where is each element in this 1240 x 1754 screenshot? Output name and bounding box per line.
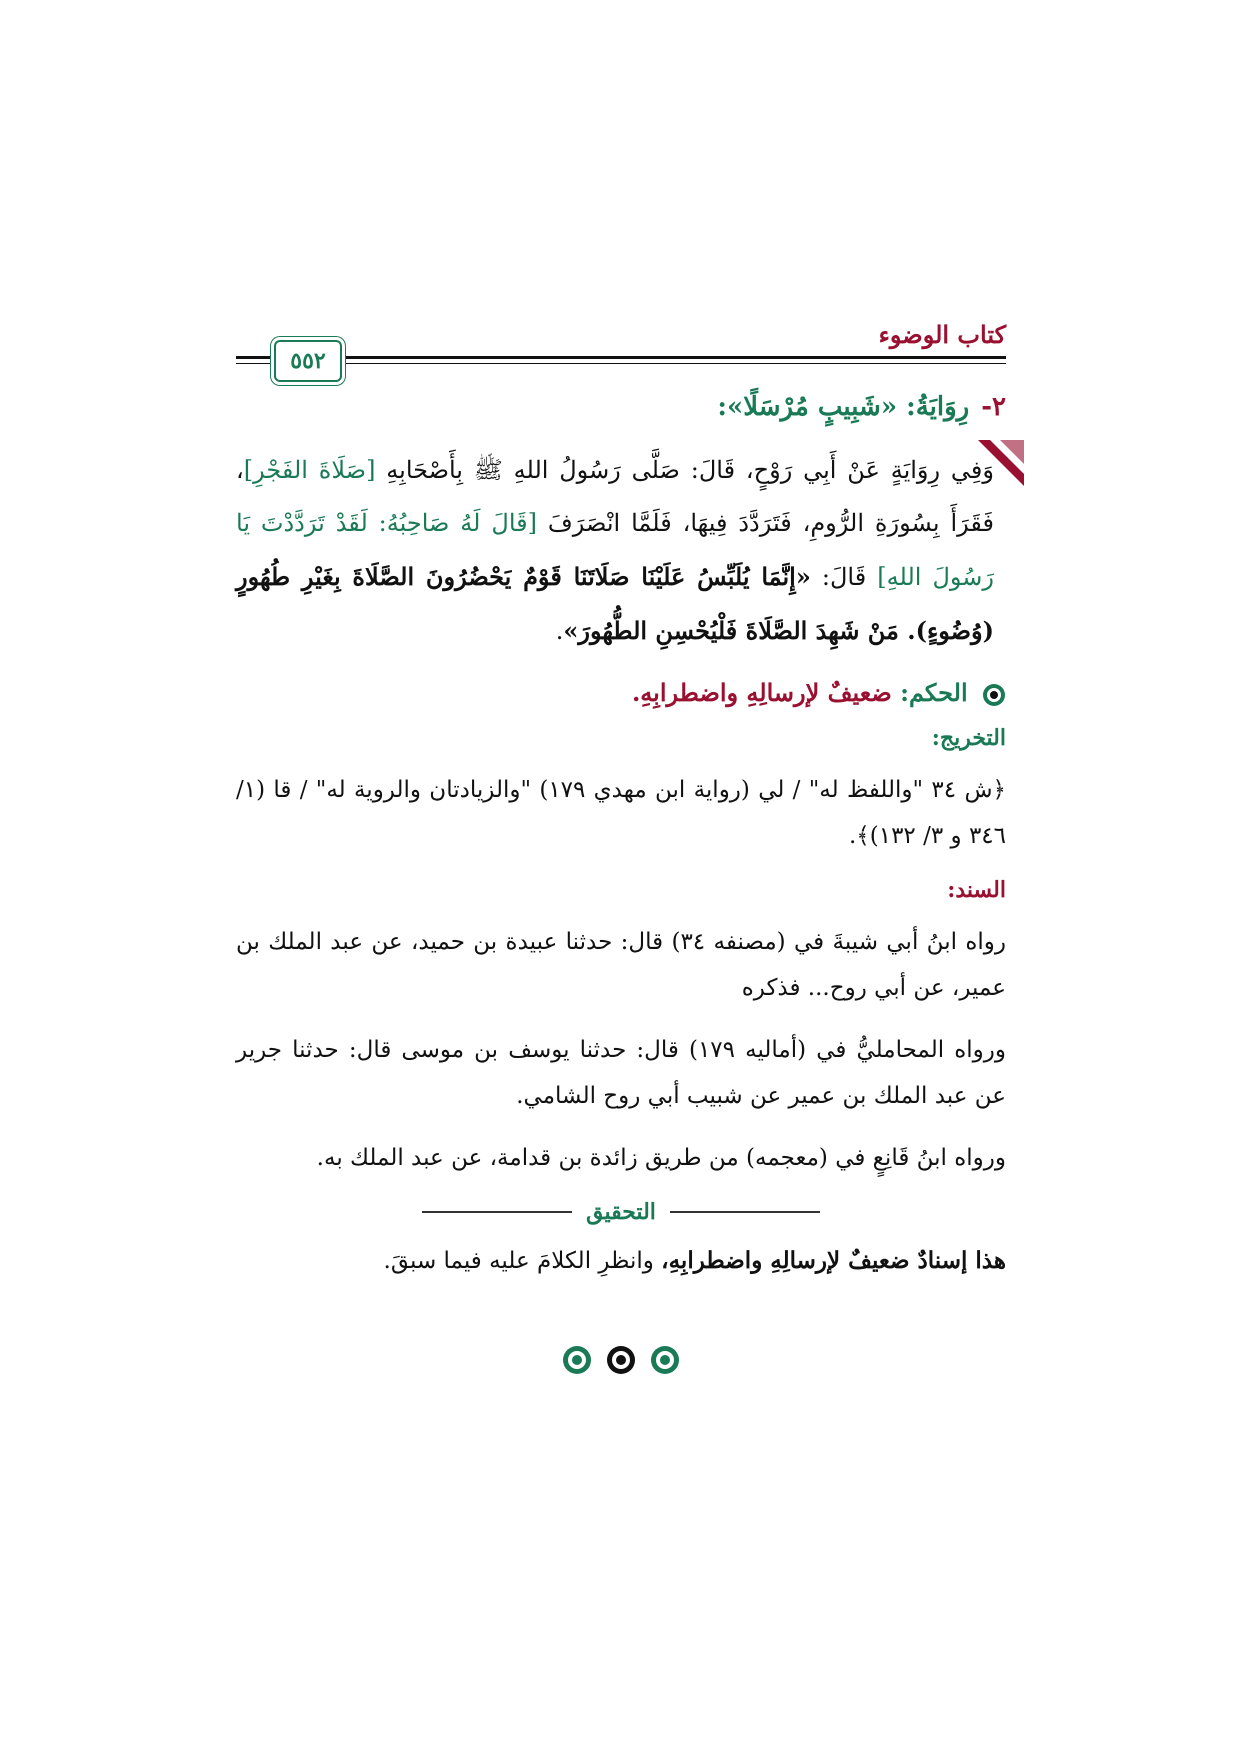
section-title: [236, 392, 1006, 422]
prophet-saying: «إِنَّمَا يُلَبِّسُ عَلَيْنَا صَلَاتَنَا قَوْمٌ يَحْضُرُونَ الصَّلَاةَ بِغَيْرِ طُهُورٍ (وُضُوءٍ). مَنْ شَهِدَ الصَّلَاةَ فَلْيُحْسِنِ الطُّهُورَ»: [236, 562, 994, 645]
page-header: [236, 308, 1006, 386]
tahqiq-text: [236, 1239, 1006, 1283]
flower-ornament-icon: [562, 1345, 592, 1375]
header-rule-thick: [236, 356, 1006, 359]
page-number: ٥٥٢: [274, 340, 342, 382]
hadith-part-2: ، فَقَرَأَ بِسُورَةِ الرُّومِ، فَتَرَدَّدَ فِيهَا، فَلَمَّا انْصَرَفَ: [236, 456, 994, 537]
tahqiq-verdict: هذا إسنادٌ ضعيفٌ لإرسالِهِ واضطرابِهِ،: [661, 1247, 1006, 1274]
hadith-part-1: وَفِي رِوَايَةٍ عَنْ أَبِي رَوْحٍ، قَالَ: صَلَّى رَسُولُ اللهِ ﷺ بِأَصْحَابِهِ: [386, 456, 994, 484]
section-title-text: رِوَايَةُ: «شَبِيبٍ مُرْسَلًا»:: [717, 392, 970, 422]
page: [236, 308, 1006, 1375]
tahqiq-rest: وانظرِ الكلامَ عليه فيما سبقَ.: [383, 1248, 662, 1274]
ruling: [236, 678, 1006, 707]
sanad-paragraph-2: ورواه المحامليُّ في (أماليه ١٧٩) قال: حدثنا يوسف بن موسى قال: حدثنا جرير عن عبد الملك بن عمير عن شبيب أبي روح الشامي.: [236, 1037, 1006, 1109]
closing-ornaments: [236, 1345, 1006, 1375]
sanad-paragraph-1: رواه ابنُ أبي شيبةَ في (مصنفه ٣٤) قال: حدثنا عبيدة بن حميد، عن عبد الملك بن عمير، عن أبي روح... فذكره: [236, 929, 1006, 1001]
flower-ornament-icon: [606, 1345, 636, 1375]
takhrij-heading: التخريج:: [931, 725, 1006, 751]
ruling-value: ضعيفٌ لإرسالِهِ واضطرابِهِ.: [631, 678, 892, 707]
divider-line-right: [670, 1211, 820, 1213]
takhrij-text: ﴿ش ٣٤ "واللفظ له" / لي (رواية ابن مهدي ١٧٩) "والزيادتان والروية له" / قا (١/ ٣٤٦ و ٣/ ١٣٢)﴾.: [236, 777, 1006, 849]
flower-ornament-icon: [982, 683, 1006, 707]
hadith-end: .: [555, 617, 564, 645]
divider-line-left: [422, 1211, 572, 1213]
corner-ornament-icon: [978, 440, 1024, 486]
section-number: ٢-: [981, 392, 1006, 422]
sanad-paragraph-3: ورواه ابنُ قَانِعٍ في (معجمه) من طريق زائدة بن قدامة، عن عبد الملك به.: [316, 1145, 1006, 1171]
hadith-text: [236, 444, 994, 658]
flower-ornament-icon: [650, 1345, 680, 1375]
tahqiq-divider: [236, 1199, 1006, 1225]
hadith-part-3: قَالَ:: [821, 563, 867, 591]
ruling-label: الحكم:: [900, 678, 968, 707]
header-rule-thin: [236, 363, 1006, 364]
tahqiq-heading: التحقيق: [586, 1199, 656, 1225]
sanad-heading: السند:: [947, 877, 1006, 903]
book-title: كتاب الوضوء: [878, 320, 1006, 349]
hadith-addition-1: [صَلَاةَ الفَجْرِ]: [243, 456, 376, 484]
hadith-addition-2: [قَالَ لَهُ صَاحِبُهُ: لَقَدْ تَرَدَّدْتَ يَا رَسُولَ اللهِ]: [236, 509, 994, 591]
